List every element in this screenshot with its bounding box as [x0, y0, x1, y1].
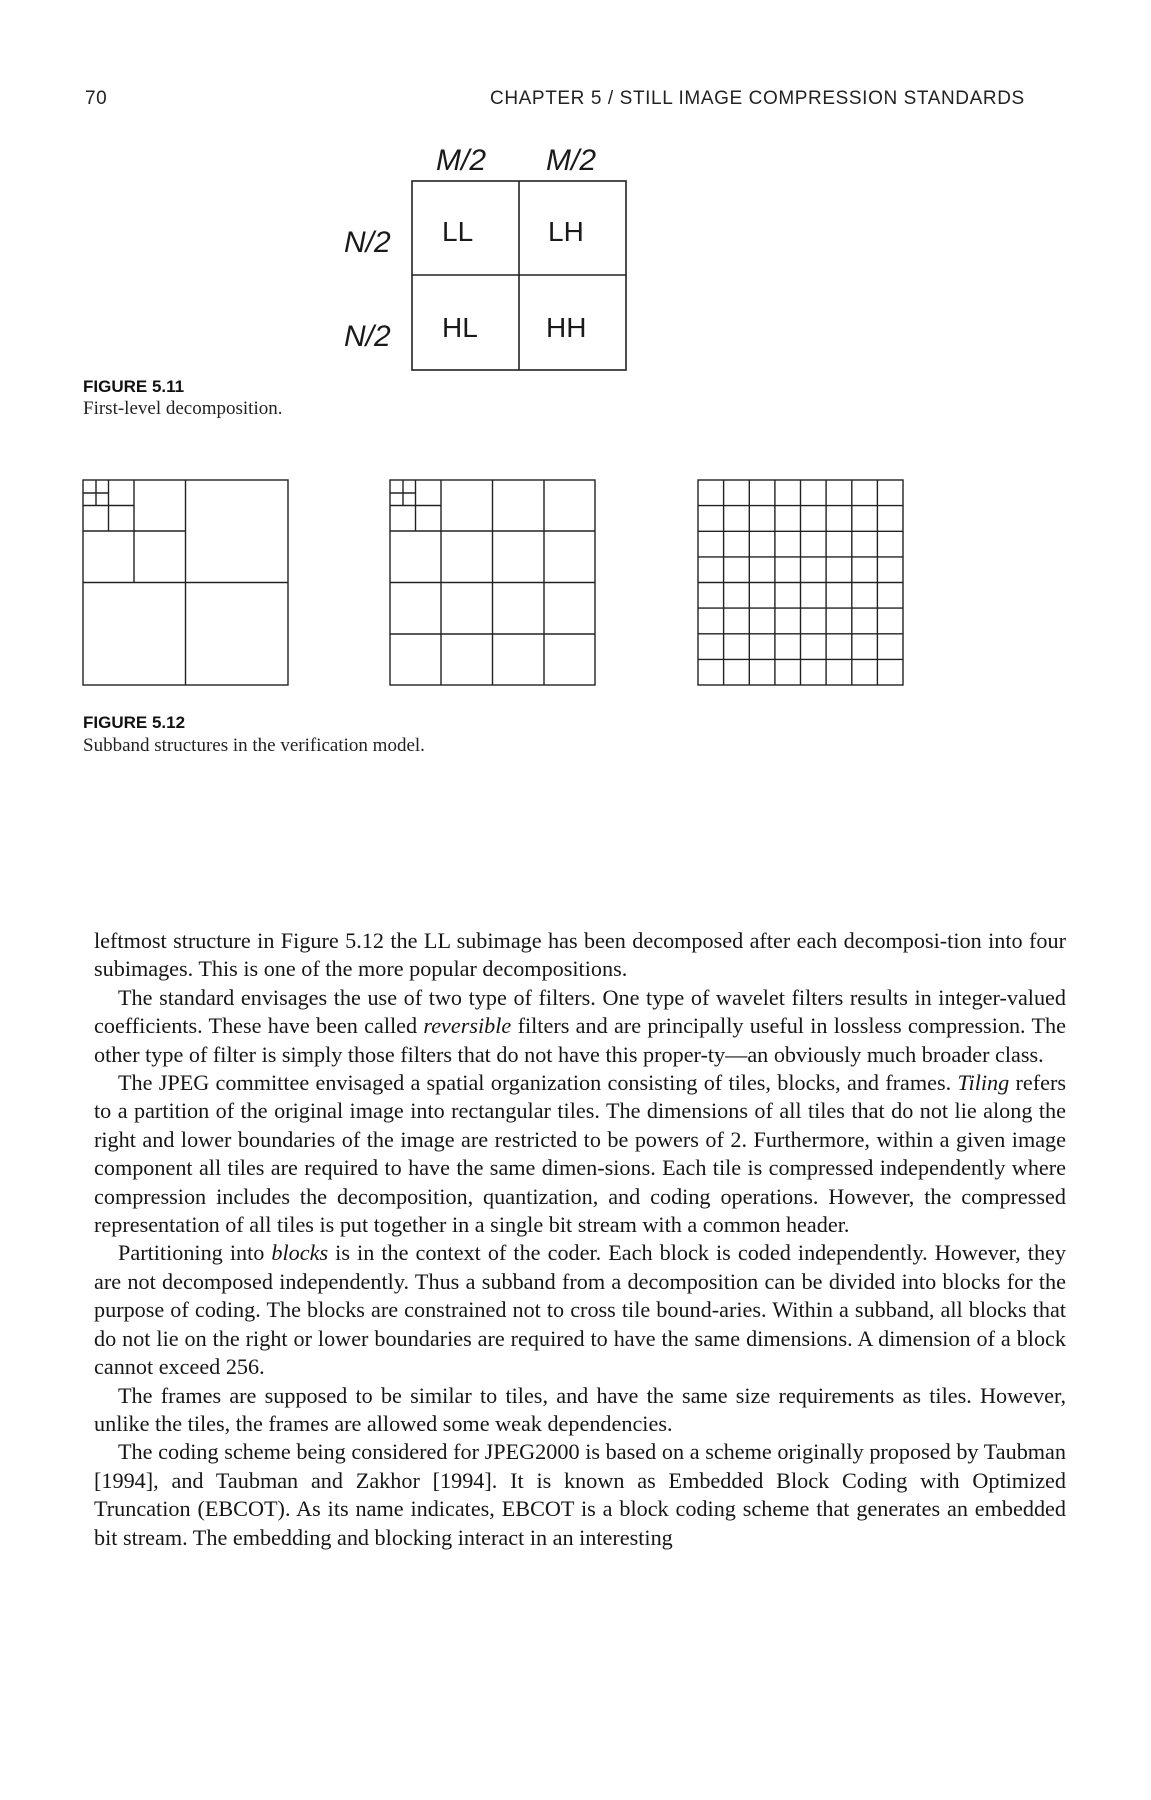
row-label-bottom: N/2 — [344, 320, 391, 353]
subband-structure-uniform-with-ll — [390, 480, 595, 685]
figure-5-11-caption: First-level decomposition. — [83, 398, 283, 419]
col-label-right: M/2 — [546, 144, 597, 177]
cell-lh: LH — [548, 216, 584, 247]
figure-5-12-label: FIGURE 5.12 — [83, 713, 186, 732]
cell-ll: LL — [442, 216, 474, 247]
running-head: CHAPTER 5 / STILL IMAGE COMPRESSION STANDARDS — [490, 88, 1025, 109]
body-text — [94, 927, 1066, 1552]
subband-structure-dyadic — [83, 480, 288, 685]
cell-hl: HL — [442, 312, 478, 343]
figure-5-11-label: FIGURE 5.11 — [83, 377, 185, 396]
paragraph-blocks: Partitioning into blocks is in the context of the coder. Each block is coded independently. However, they are not decomposed independently. Thus a subband from a decomposition can be divided into blocks for the purpose of coding. The blocks are constrained not to cross tile bound-aries. Within a subband, all blocks that do not lie on the right or lower boundaries are required to have the same dimensions. A dimension of a block cannot exceed 256. — [94, 1240, 1066, 1380]
col-label-left: M/2 — [436, 144, 487, 177]
paragraph-tiling: The JPEG committee envisaged a spatial organization consisting of tiles, blocks, and frames. Tiling refers to a partition of the original image into rectangular tiles. The dimensions of all tiles that do not lie along the right and lower boundaries of the image are restricted to be powers of 2. Furthermore, within a given image component all tiles are required to have the same dimen-sions. Each tile is compressed independently where compression includes the decomposition, quantization, and coding operations. However, the compressed representation of all tiles is put together in a single bit stream with a common header. — [94, 1070, 1066, 1238]
cell-hh: HH — [546, 312, 587, 343]
paragraph-frames: The frames are supposed to be similar to tiles, and have the same size requirements as tiles. However, unlike the tiles, the frames are allowed some weak dependencies. — [94, 1382, 1066, 1436]
page-number: 70 — [85, 88, 108, 109]
paragraph-ebcot: The coding scheme being considered for JPEG2000 is based on a scheme originally proposed by Taubman [1994], and Taubman and Zakhor [1994]. It is known as Embedded Block Coding with Optimized Truncation (EBCOT). As its name indicates, EBCOT is a block coding scheme that generates an embedded bit stream. The embedding and blocking interact in an interesting — [94, 1439, 1066, 1550]
subband-structure-uniform-8x8 — [698, 480, 903, 685]
figure-5-12-diagram — [0, 0, 1151, 720]
paragraph-continuation: leftmost structure in Figure 5.12 the LL subimage has been decomposed after each decomposi-tion into four subimages. This is one of the more popular decompositions. — [94, 928, 1066, 982]
row-label-top: N/2 — [344, 226, 391, 259]
figure-5-12-caption: Subband structures in the verification model. — [83, 735, 425, 756]
paragraph-filters: The standard envisages the use of two type of filters. One type of wavelet filters results in integer-valued coefficients. These have been called reversible filters and are principally useful in lossless compression. The other type of filter is simply those filters that do not have this proper-ty—an obviously much broader class. — [94, 984, 1066, 1067]
